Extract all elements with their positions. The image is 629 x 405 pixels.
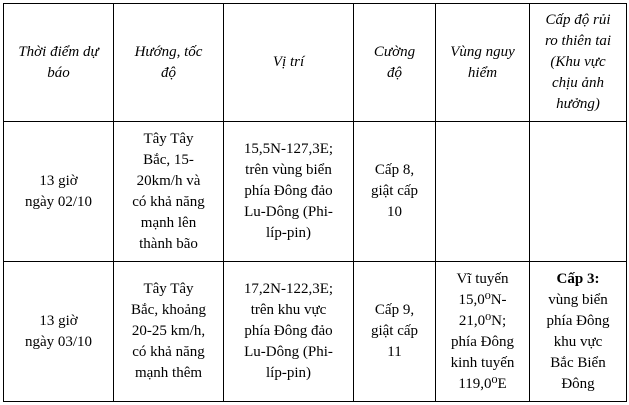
cell-danger-zone: Vĩ tuyến 15,0⁰N- 21,0⁰N; phía Đông kinh tuyến 119,0⁰E bbox=[436, 262, 530, 402]
cell-direction: Tây Tây Bắc, 15- 20km/h và có khả năng mạnh lên thành bão bbox=[114, 122, 224, 262]
header-danger-zone: Vùng nguy hiểm bbox=[436, 4, 530, 122]
table-row bbox=[4, 122, 627, 262]
header-direction: Hướng, tốc độ bbox=[114, 4, 224, 122]
header-row bbox=[4, 4, 627, 122]
header-position: Vị trí bbox=[224, 4, 354, 122]
cell-position: 15,5N-127,3E; trên vùng biển phía Đông đảo Lu-Dông (Phi- líp-pin) bbox=[224, 122, 354, 262]
forecast-table bbox=[3, 3, 627, 402]
cell-intensity: Cấp 9, giật cấp 11 bbox=[354, 262, 436, 402]
table-row bbox=[4, 262, 627, 402]
cell-danger-zone bbox=[436, 122, 530, 262]
cell-intensity: Cấp 8, giật cấp 10 bbox=[354, 122, 436, 262]
cell-position: 17,2N-122,3E; trên khu vực phía Đông đảo Lu-Dông (Phi- líp-pin) bbox=[224, 262, 354, 402]
risk-level-label: Cấp 3: bbox=[556, 270, 600, 287]
cell-risk-level: Cấp 3: vùng biển phía Đông khu vực Bắc Biển Đông bbox=[530, 262, 627, 402]
cell-risk-level bbox=[530, 122, 627, 262]
cell-time: 13 giờ ngày 02/10 bbox=[4, 122, 114, 262]
cell-time: 13 giờ ngày 03/10 bbox=[4, 262, 114, 402]
cell-direction: Tây Tây Bắc, khoảng 20-25 km/h, có khả năng mạnh thêm bbox=[114, 262, 224, 402]
header-time: Thời điểm dự báo bbox=[4, 4, 114, 122]
header-intensity: Cường độ bbox=[354, 4, 436, 122]
header-risk-level: Cấp độ rủi ro thiên tai (Khu vực chịu ảnh hưởng) bbox=[530, 4, 627, 122]
